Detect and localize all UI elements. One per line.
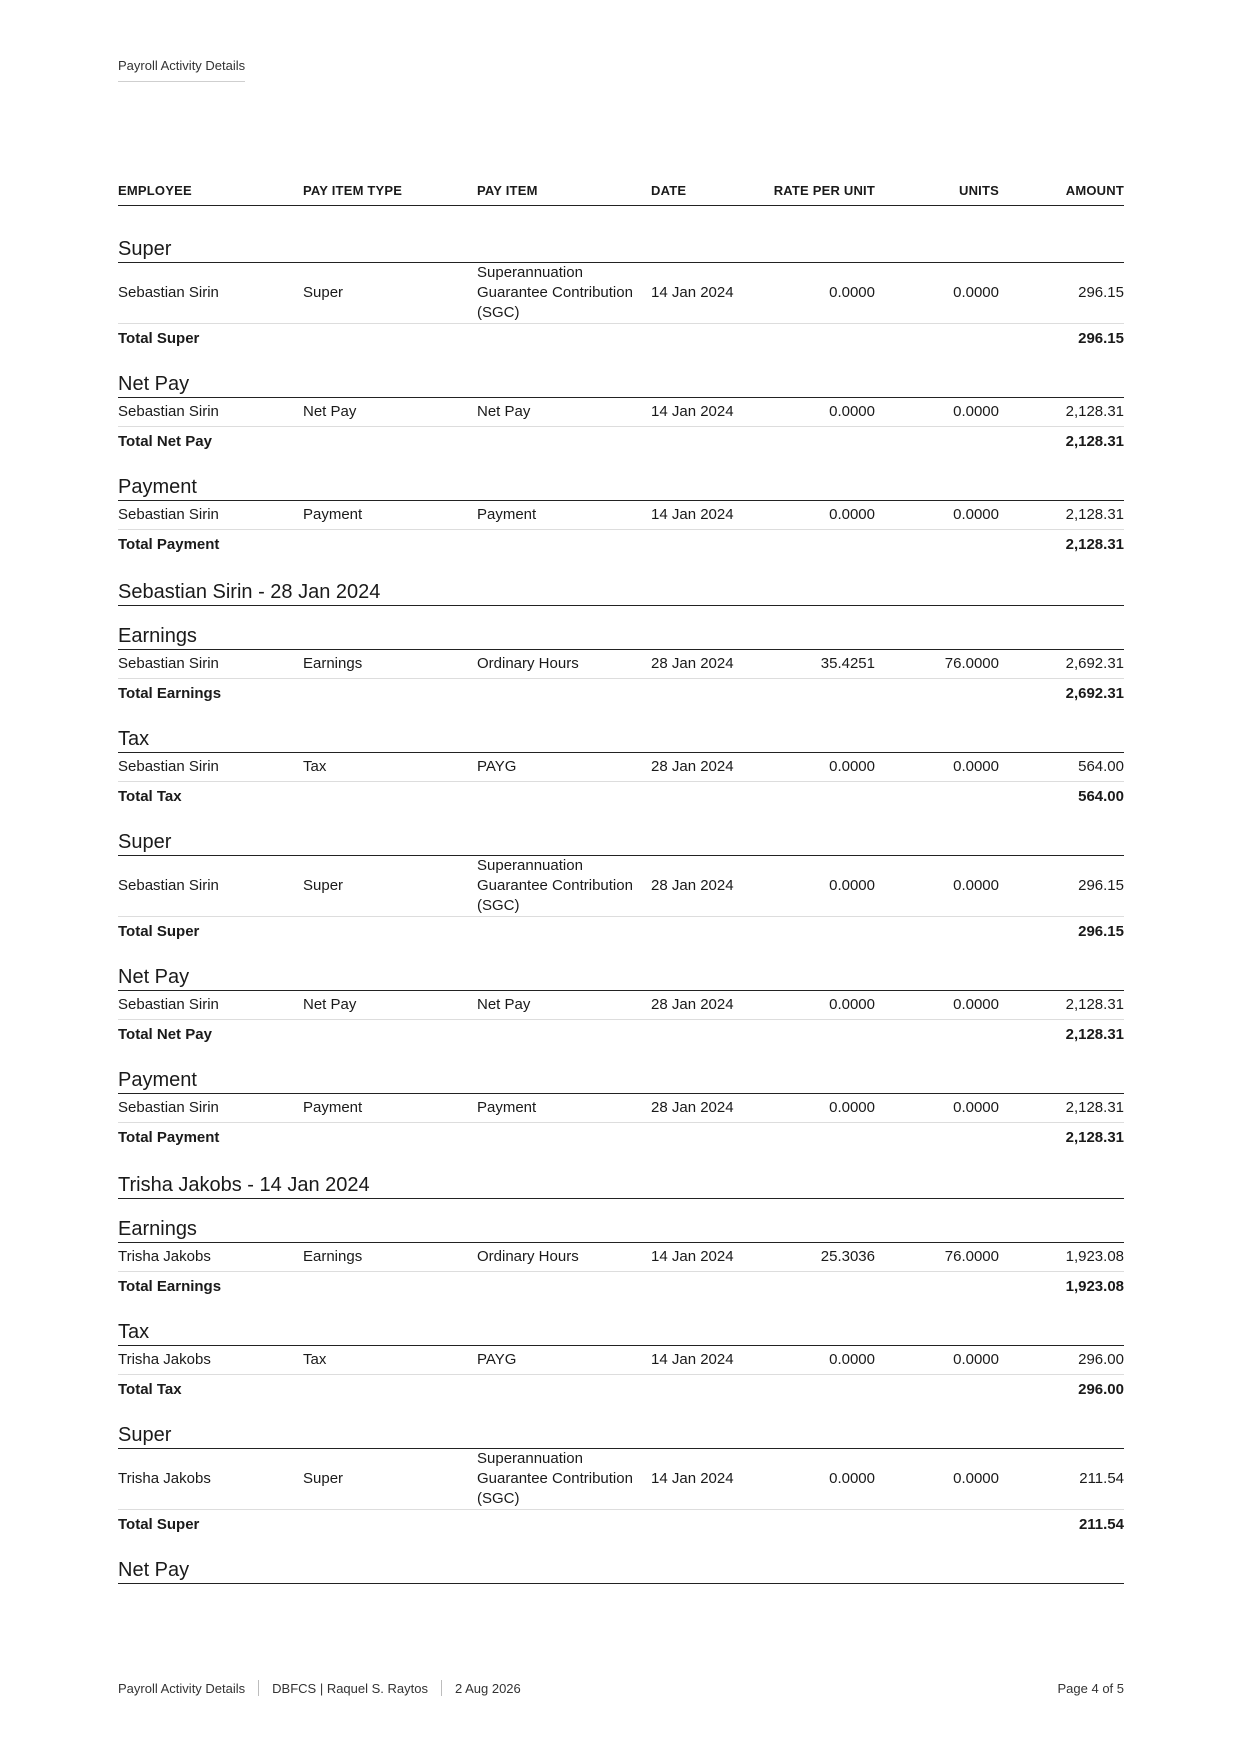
units-cell: 0.0000 (953, 1470, 999, 1487)
rate-per-unit-cell: 0.0000 (829, 996, 875, 1013)
amount-cell: 211.54 (1079, 1470, 1124, 1487)
pay-item-type-cell: Earnings (303, 655, 363, 672)
total-label: Total Tax (118, 788, 182, 805)
total-amount: 2,128.31 (1065, 1026, 1124, 1043)
employee-cell: Trisha Jakobs (118, 1351, 211, 1368)
total-amount: 564.00 (1078, 788, 1124, 805)
employee-cell: Trisha Jakobs (118, 1470, 211, 1487)
pay-item-type-cell: Net Pay (303, 403, 357, 420)
table-row (118, 1094, 1124, 1123)
rate-per-unit-cell: 0.0000 (829, 284, 875, 301)
page-footer (118, 1680, 1124, 1696)
units-cell: 0.0000 (953, 403, 999, 420)
total-row (118, 917, 1124, 947)
amount-cell: 564.00 (1078, 758, 1124, 775)
category-heading: Super (118, 1421, 1124, 1449)
total-row (118, 1123, 1124, 1153)
pay-item-cell: Superannuation Guarantee Contribution (SGC) (477, 1450, 633, 1507)
employee-cell: Sebastian Sirin (118, 403, 219, 420)
total-amount: 2,692.31 (1065, 685, 1124, 702)
total-amount: 296.00 (1078, 1381, 1124, 1398)
date-cell: 14 Jan 2024 (651, 403, 734, 420)
pay-item-type-cell: Earnings (303, 1248, 363, 1265)
table-row (118, 991, 1124, 1020)
employee-cell: Sebastian Sirin (118, 996, 219, 1013)
date-cell: 28 Jan 2024 (651, 655, 734, 672)
total-row (118, 679, 1124, 709)
pay-item-type-cell: Tax (303, 758, 327, 775)
total-row (118, 1510, 1124, 1540)
employee-cell: Sebastian Sirin (118, 758, 219, 775)
total-label: Total Earnings (118, 1278, 222, 1295)
total-amount: 296.15 (1078, 923, 1124, 940)
table-row (118, 398, 1124, 427)
pay-item-type-cell: Super (303, 1470, 344, 1487)
total-label: Total Payment (118, 536, 220, 553)
date-cell: 28 Jan 2024 (651, 996, 734, 1013)
table-row (118, 753, 1124, 782)
amount-cell: 2,128.31 (1065, 996, 1124, 1013)
total-row (118, 324, 1124, 354)
units-cell: 0.0000 (953, 1099, 999, 1116)
table-row (118, 650, 1124, 679)
rate-per-unit-cell: 35.4251 (820, 655, 875, 672)
total-label: Total Net Pay (118, 433, 212, 450)
category-heading: Super (118, 235, 1124, 263)
amount-cell: 2,128.31 (1065, 506, 1124, 523)
payroll-table (118, 180, 1124, 1584)
total-amount: 2,128.31 (1065, 1129, 1124, 1146)
column-header-amount: AMOUNT (1065, 183, 1124, 198)
footer-document-title: Payroll Activity Details (118, 1680, 246, 1696)
employee-period-heading: Trisha Jakobs - 14 Jan 2024 (118, 1171, 1124, 1199)
date-cell: 14 Jan 2024 (651, 284, 734, 301)
category-heading: Earnings (118, 622, 1124, 650)
pay-item-cell: Payment (477, 506, 537, 523)
column-header-pay-item-type: PAY ITEM TYPE (303, 183, 403, 198)
units-cell: 0.0000 (953, 284, 999, 301)
table-row (118, 856, 1124, 917)
total-amount: 296.15 (1078, 330, 1124, 347)
rate-per-unit-cell: 25.3036 (820, 1248, 875, 1265)
pay-item-type-cell: Super (303, 877, 344, 894)
units-cell: 0.0000 (953, 506, 999, 523)
pay-item-cell: Ordinary Hours (477, 655, 579, 672)
pay-item-cell: PAYG (477, 758, 517, 775)
amount-cell: 296.15 (1078, 284, 1124, 301)
footer-page-number: Page 4 of 5 (1057, 1680, 1124, 1696)
category-heading: Payment (118, 473, 1124, 501)
total-row (118, 1272, 1124, 1302)
total-row (118, 1020, 1124, 1050)
column-header-pay-item: PAY ITEM (477, 183, 538, 198)
footer-organisation: DBFCS | Raquel S. Raytos (272, 1680, 428, 1696)
pay-item-cell: Ordinary Hours (477, 1248, 579, 1265)
total-label: Total Payment (118, 1129, 220, 1146)
employee-period-heading: Sebastian Sirin - 28 Jan 2024 (118, 578, 1124, 606)
table-row (118, 1243, 1124, 1272)
employee-cell: Sebastian Sirin (118, 655, 219, 672)
column-header-date: DATE (651, 183, 687, 198)
amount-cell: 296.00 (1078, 1351, 1124, 1368)
pay-item-cell: Superannuation Guarantee Contribution (SGC) (477, 857, 633, 914)
total-amount: 2,128.31 (1065, 536, 1124, 553)
column-header-row (118, 180, 1124, 206)
amount-cell: 296.15 (1078, 877, 1124, 894)
pay-item-type-cell: Net Pay (303, 996, 357, 1013)
units-cell: 0.0000 (953, 877, 999, 894)
footer-date: 2 Aug 2026 (454, 1680, 521, 1696)
units-cell: 76.0000 (944, 1248, 999, 1265)
amount-cell: 2,692.31 (1065, 655, 1124, 672)
total-label: Total Earnings (118, 685, 222, 702)
pay-item-cell: Payment (477, 1099, 537, 1116)
category-heading: Tax (118, 725, 1124, 753)
category-heading: Net Pay (118, 1556, 1124, 1584)
date-cell: 28 Jan 2024 (651, 1099, 734, 1116)
pay-item-type-cell: Super (303, 284, 344, 301)
page-header-title: Payroll Activity Details (118, 58, 245, 82)
date-cell: 14 Jan 2024 (651, 1351, 734, 1368)
rate-per-unit-cell: 0.0000 (829, 506, 875, 523)
units-cell: 0.0000 (953, 758, 999, 775)
pay-item-type-cell: Payment (303, 506, 363, 523)
date-cell: 14 Jan 2024 (651, 1470, 734, 1487)
date-cell: 14 Jan 2024 (651, 1248, 734, 1265)
total-row (118, 1375, 1124, 1405)
total-amount: 2,128.31 (1065, 433, 1124, 450)
pay-item-cell: PAYG (477, 1351, 517, 1368)
total-row (118, 782, 1124, 812)
rate-per-unit-cell: 0.0000 (829, 877, 875, 894)
amount-cell: 2,128.31 (1065, 1099, 1124, 1116)
column-header-rate-per-unit: RATE PER UNIT (773, 183, 875, 198)
total-label: Total Tax (118, 1381, 182, 1398)
footer-divider (258, 1680, 259, 1696)
pay-item-type-cell: Payment (303, 1099, 363, 1116)
column-header-units: UNITS (959, 183, 999, 198)
total-label: Total Net Pay (118, 1026, 212, 1043)
date-cell: 28 Jan 2024 (651, 758, 734, 775)
table-body (118, 235, 1124, 1584)
category-heading: Net Pay (118, 370, 1124, 398)
units-cell: 76.0000 (944, 655, 999, 672)
amount-cell: 1,923.08 (1065, 1248, 1124, 1265)
pay-item-cell: Net Pay (477, 403, 531, 420)
pay-item-cell: Superannuation Guarantee Contribution (SGC) (477, 264, 633, 321)
table-row (118, 263, 1124, 324)
rate-per-unit-cell: 0.0000 (829, 1351, 875, 1368)
total-label: Total Super (118, 330, 200, 347)
column-header-employee: EMPLOYEE (118, 183, 192, 198)
total-label: Total Super (118, 1516, 200, 1533)
total-amount: 1,923.08 (1065, 1278, 1124, 1295)
pay-item-cell: Net Pay (477, 996, 531, 1013)
rate-per-unit-cell: 0.0000 (829, 1470, 875, 1487)
total-row (118, 530, 1124, 560)
pay-item-type-cell: Tax (303, 1351, 327, 1368)
employee-cell: Sebastian Sirin (118, 877, 219, 894)
units-cell: 0.0000 (953, 1351, 999, 1368)
category-heading: Net Pay (118, 963, 1124, 991)
category-heading: Super (118, 828, 1124, 856)
footer-divider (441, 1680, 442, 1696)
rate-per-unit-cell: 0.0000 (829, 758, 875, 775)
rate-per-unit-cell: 0.0000 (829, 1099, 875, 1116)
total-label: Total Super (118, 923, 200, 940)
employee-cell: Sebastian Sirin (118, 1099, 219, 1116)
amount-cell: 2,128.31 (1065, 403, 1124, 420)
units-cell: 0.0000 (953, 996, 999, 1013)
table-row (118, 1449, 1124, 1510)
category-heading: Payment (118, 1066, 1124, 1094)
employee-cell: Sebastian Sirin (118, 506, 219, 523)
rate-per-unit-cell: 0.0000 (829, 403, 875, 420)
employee-cell: Trisha Jakobs (118, 1248, 211, 1265)
date-cell: 28 Jan 2024 (651, 877, 734, 894)
category-heading: Earnings (118, 1215, 1124, 1243)
category-heading: Tax (118, 1318, 1124, 1346)
table-row (118, 1346, 1124, 1375)
table-row (118, 501, 1124, 530)
date-cell: 14 Jan 2024 (651, 506, 734, 523)
employee-cell: Sebastian Sirin (118, 284, 219, 301)
total-row (118, 427, 1124, 457)
total-amount: 211.54 (1078, 1516, 1124, 1533)
